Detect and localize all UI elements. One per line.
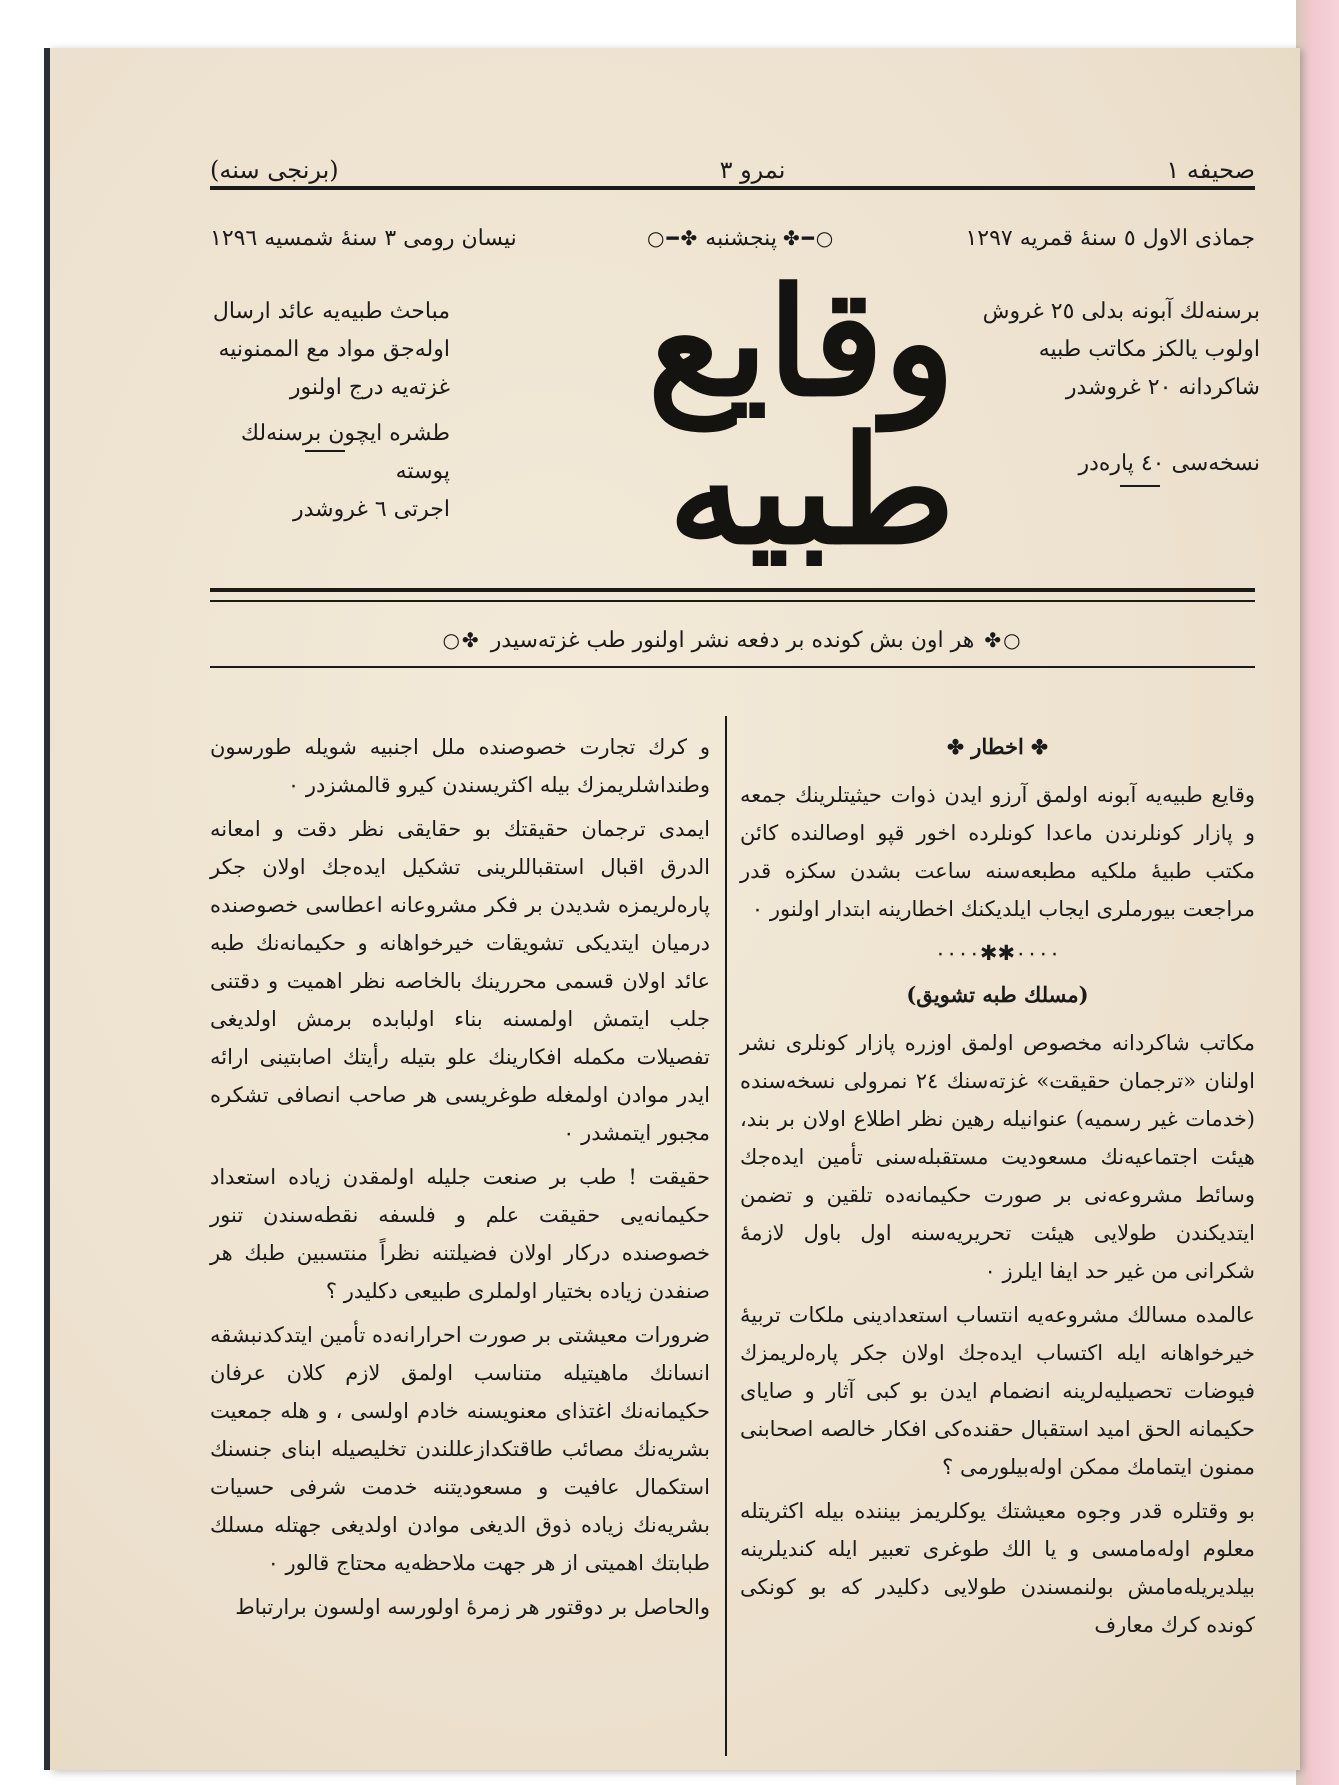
ornament-icon: ○✤ [984,628,1023,652]
masthead-rule-bottom [210,600,1255,602]
notice-line: اوله‌جق مواد مع الممنونیه [218,337,450,362]
ornament-icon: ✤ [947,735,964,759]
date-line [210,218,1255,258]
notice-line: اجرتی ٦ غروشدر [292,497,450,522]
ornament-icon: ✤━○ [647,226,700,250]
newspaper-page [50,48,1300,1770]
column-divider [725,716,727,1756]
section-title: اخطار [971,734,1024,759]
notice-line: طشره ایچون برسنه‌لك پوسته [240,421,450,484]
paragraph: بو وقتلره قدر وجوه معیشتك یوکلریمز بیننده بیله اکثریتله معلوم اوله‌مامسی و یا الك طوغری تعبیر ایله کندیلرینه بیلدیریله‌مامش بولنمسندن طولایی دکلیدر که بو کونکی کونده کرك معارف [740,1499,1255,1637]
ornament-icon: ✤ [1031,735,1048,759]
dash-divider [305,450,345,452]
page-label: صحیفه ١ [1166,156,1255,184]
stars-divider: ٠٠٠٠✱✱٠٠٠٠ [934,941,1061,965]
date-hijri: جماذی الاول ٥ سنهٔ قمریه ١٢٩٧ [965,225,1255,251]
book-page-edge [1296,0,1339,1785]
issue-number: نمرو ٣ [719,156,786,184]
motto-line [210,620,1255,660]
date-rumi: نیسان رومی ٣ سنهٔ شمسیه ١٢٩٦ [210,225,517,251]
right-column [740,728,1255,1650]
paragraph: ضرورات معیشتی بر صورت احرارانه‌ده تأمین ایتدکدنبشقه انسانك ماهیتیله متناسب اولمق لازم کلان عرفان حکیمانه‌نك اغتذای معنویسنه خادم اولسی ، و هله جمعیت بشریه‌نك مصائب طاقتکدازعللندن تخلیصیله ابنای جنسنك استکمال عافیت و مسعودیتنه خدمت شرفی حسیات بشریه‌نك زیاده ذوق الدیغی موادن اولدیغی جهتله مسلك طبابتك اهمیتی از هر جهت ملاحظه‌یه محتاج قالور ٠ [209,1323,710,1575]
dash-divider [1120,485,1160,487]
top-rule [210,186,1255,190]
subscription-line: نسخه‌سی ٤٠ پاره‌در [1078,451,1260,476]
ornament-icon: ✤○ [442,628,481,652]
paragraph: مکاتب شاکردانه مخصوص اولمق اوزره پازار کونلری نشر اولنان «ترجمان حقیقت» غزته‌سنك ٢٤ نمرولی نسخه‌سنده (خدمات غیر رسمیه) عنوانیله رهین نظر اطلاع اولان بر بند، هیئت اجتماعیه‌نك مسعودیت مستقبله‌سنی تأمین ایده‌جك وسائط مشروعه‌نی بر صورت حکیمانه‌ده تلقین و تضمن ایتدیکندن طولایی هیئت تحریریه‌سنه اول باول لازمهٔ شکرانی من غیر حد ایفا ایلرز ٠ [740,1031,1255,1283]
left-column [210,728,710,1632]
ornament-icon: ○━✤ [782,226,836,250]
subscription-line: شاکردانه ٢٠ غروشدر [1065,375,1260,400]
weekday: پنجشنبه [705,225,777,251]
paragraph: ایمدی ترجمان حقیقتك بو حقایقی نظر دقت و امعانه الدرق اقبال استقباللرینی تشکیل ایده‌جك اولان جکر پاره‌لریمزه شدیدن بر فکر مشروعانه اعطاسی خصوصنده درمیان ایتدیکی تشویقات خیرخواهانه و حکیمانه‌نك طبه عائد اولان قسمی محررینك بالخاصه نظر اهمیت و دقتنی جلب ایتمش اولمسنه بناء اولبابده برمش اولدیغی تفصیلات مکمله افکارینك علو بتیله رأیتك اصابتینی ارائه ایدر موادن اولمغله طوغریسی هر صاحب انصافی تشکره مجبور ایتمشدر ٠ [210,817,710,1145]
masthead-title: وقایع طبیه [647,254,955,577]
notice-block [210,293,450,529]
notice-line: غزته‌یه درج اولنور [289,375,450,400]
paragraph: و کرك تجارت خصوصنده ملل اجنبیه شویله طورسون وطنداشلریمزك بیله اکثریسندن کیرو قالمشزدر ٠ [210,735,710,797]
year-label: (برنجی سنه) [210,156,339,184]
masthead-rule-top [210,588,1255,592]
section-title: (مسلك طبه تشویق) [906,982,1089,1007]
motto-text: هر اون بش کونده بر دفعه نشر اولنور طب غزته‌سیدر [490,627,975,653]
body-rule [210,666,1255,668]
subscription-line: برسنه‌لك آبونه بدلی ٢٥ غروش [982,299,1260,324]
subscription-line: اولوب یالکز مکاتب طبیه [1038,337,1260,362]
paragraph: عالمده مسالك مشروعه‌یه انتساب استعدادینی ملکات تربیهٔ خیرخواهانه ایله اکتساب ایده‌جك اولان جکر پاره‌لریمزك فیوضات تحصیلیه‌لرینه انضمام ایدن بو کبی آثار و صایای حکیمانه الحق امید استقبال حقنده‌کی افکار خالصه اصحابنی ممنون ایتمامك ممکن اوله‌بیلورمی ؟ [740,1303,1255,1479]
paragraph: والحاصل بر دوقتور هر زمرهٔ اولورسه اولسون برارتباط [235,1595,710,1619]
spacer [210,407,450,415]
paragraph: وقایع طبیه‌یه آبونه اولمق آرزو ایدن ذوات حیثیتلرینك جمعه و پازار کونلرندن ماعدا کونلرده اخور قپو اوصالنده کائن مکتب طبیهٔ ملکیه مطبعه‌سنه ساعت بشدن سکزه قدر مراجعت بیورملری ایجاب ایلدیکنك اخطارینه ابتدار اولنور ٠ [740,783,1255,921]
top-line [210,134,1255,184]
weekday-group [647,226,835,251]
paragraph: حقیقت ! طب بر صنعت جلیله اولمقدن زیاده استعداد حکیمانه‌یی حقیقت علم و فلسفه نقطه‌سندن تنور خصوصنده درکار اولان فضیلتنه نظراً منتسبین طبك هر صنفدن زیاده بختیار اولملری طبیعی دکلیدر ؟ [210,1165,710,1303]
notice-line: مباحث طبیه‌یه عائد ارسال [212,299,450,324]
section-heading [740,728,1255,766]
